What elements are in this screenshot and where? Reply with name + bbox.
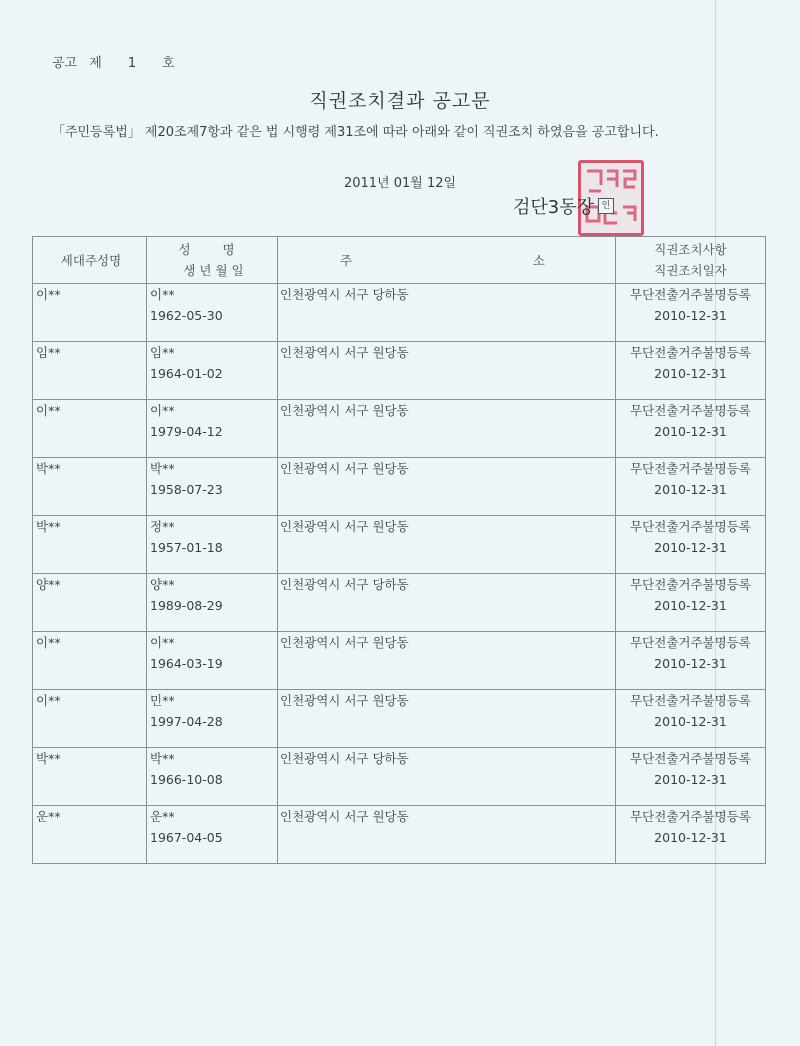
address: 인천광역시 서구 원당동: [280, 635, 409, 650]
name-birth-cell: [147, 284, 278, 342]
address: 인천광역시 서구 원당동: [280, 345, 409, 360]
birth-date: 1957-01-18: [150, 540, 223, 555]
action-cell: [616, 342, 766, 400]
table-row: [33, 516, 766, 574]
table-row: [33, 342, 766, 400]
action-cell: [616, 284, 766, 342]
householder-name: 이**: [36, 403, 61, 418]
name-birth-cell: [147, 632, 278, 690]
action-date: 2010-12-31: [654, 308, 727, 323]
person-name: 이**: [150, 635, 175, 650]
name-birth-cell: [147, 748, 278, 806]
header-birth: 생 년 월 일: [183, 263, 244, 278]
action-type: 무단전출거주불명등록: [630, 403, 751, 418]
table-row: [33, 632, 766, 690]
birth-date: 1962-05-30: [150, 308, 223, 323]
householder-cell: [33, 516, 147, 574]
notice-date: 2011년 01월 12일: [343, 176, 457, 191]
header-name: 성 명: [178, 242, 249, 257]
header-action-type: 직권조치사항: [654, 242, 727, 257]
householder-name: 박**: [36, 461, 61, 476]
issuer-block: [513, 193, 614, 219]
name-birth-cell: [147, 458, 278, 516]
address-cell: [278, 458, 616, 516]
seal-mark: 인: [598, 198, 614, 214]
person-name: 민**: [150, 693, 175, 708]
address-cell: [278, 806, 616, 864]
address: 인천광역시 서구 당하동: [280, 577, 409, 592]
person-name: 양**: [150, 577, 175, 592]
birth-date: 1964-01-02: [150, 366, 223, 381]
header-address-left: 주: [340, 252, 353, 268]
notice-number: [52, 52, 201, 71]
table-row: [33, 458, 766, 516]
header-action-date: 직권조치일자: [654, 263, 727, 278]
header-address-right: 소: [532, 252, 545, 268]
action-cell: [616, 574, 766, 632]
action-type: 무단전출거주불명등록: [630, 751, 751, 766]
action-type: 무단전출거주불명등록: [630, 809, 751, 824]
action-type: 무단전출거주불명등록: [630, 635, 751, 650]
birth-date: 1979-04-12: [150, 424, 223, 439]
householder-cell: [33, 690, 147, 748]
address-cell: [278, 516, 616, 574]
issuer-name: 검단3동장: [512, 197, 594, 218]
notice-number-prefix: 공고 제: [52, 56, 102, 71]
table-row: [33, 748, 766, 806]
action-type: 무단전출거주불명등록: [630, 519, 751, 534]
address-cell: [278, 632, 616, 690]
address: 인천광역시 서구 원당동: [280, 403, 409, 418]
action-cell: [616, 458, 766, 516]
householder-cell: [33, 574, 147, 632]
householder-cell: [33, 284, 147, 342]
action-cell: [616, 632, 766, 690]
person-name: 박**: [150, 461, 175, 476]
address: 인천광역시 서구 당하동: [280, 287, 409, 302]
person-name: 정**: [150, 519, 175, 534]
action-date: 2010-12-31: [654, 540, 727, 555]
address-cell: [278, 400, 616, 458]
householder-name: 박**: [36, 519, 61, 534]
address: 인천광역시 서구 원당동: [280, 461, 409, 476]
header-householder: 세대주성명: [33, 237, 147, 284]
action-cell: [616, 748, 766, 806]
birth-date: 1964-03-19: [150, 656, 223, 671]
header-action: [616, 237, 766, 284]
householder-name: 박**: [36, 751, 61, 766]
action-type: 무단전출거주불명등록: [630, 287, 751, 302]
document-title: 직권조치결과 공고문: [309, 90, 491, 112]
address: 인천광역시 서구 원당동: [280, 809, 409, 824]
action-type: 무단전출거주불명등록: [630, 345, 751, 360]
address-cell: [278, 690, 616, 748]
action-date: 2010-12-31: [654, 830, 727, 845]
address-cell: [278, 748, 616, 806]
householder-cell: [33, 400, 147, 458]
action-date: 2010-12-31: [654, 482, 727, 497]
action-date: 2010-12-31: [654, 772, 727, 787]
notice-body-text: 「주민등록법」 제20조제7항과 같은 법 시행령 제31조에 따라 아래와 같이 직권조치 하였음을 공고합니다.: [52, 125, 659, 140]
householder-cell: [33, 342, 147, 400]
householder-name: 운**: [36, 809, 61, 824]
action-date: 2010-12-31: [654, 598, 727, 613]
birth-date: 1966-10-08: [150, 772, 223, 787]
action-type: 무단전출거주불명등록: [630, 461, 751, 476]
action-type: 무단전출거주불명등록: [630, 577, 751, 592]
name-birth-cell: [147, 806, 278, 864]
householder-cell: [33, 632, 147, 690]
householder-name: 이**: [36, 635, 61, 650]
birth-date: 1997-04-28: [150, 714, 223, 729]
table-row: [33, 284, 766, 342]
householder-name: 이**: [36, 693, 61, 708]
person-name: 임**: [150, 345, 175, 360]
action-type: 무단전출거주불명등록: [630, 693, 751, 708]
table-header-row: [33, 237, 766, 284]
householder-cell: [33, 748, 147, 806]
action-cell: [616, 806, 766, 864]
person-name: 운**: [150, 809, 175, 824]
table-row: [33, 806, 766, 864]
notice-number-suffix: 호: [162, 56, 175, 71]
action-cell: [616, 690, 766, 748]
header-name-birth: [147, 237, 278, 284]
address: 인천광역시 서구 원당동: [280, 519, 409, 534]
table-row: [33, 400, 766, 458]
person-name: 박**: [150, 751, 175, 766]
householder-name: 이**: [36, 287, 61, 302]
name-birth-cell: [147, 342, 278, 400]
action-date: 2010-12-31: [654, 424, 727, 439]
householder-cell: [33, 458, 147, 516]
birth-date: 1958-07-23: [150, 482, 223, 497]
birth-date: 1989-08-29: [150, 598, 223, 613]
address-cell: [278, 284, 616, 342]
person-name: 이**: [150, 403, 175, 418]
householder-cell: [33, 806, 147, 864]
person-name: 이**: [150, 287, 175, 302]
name-birth-cell: [147, 690, 278, 748]
action-cell: [616, 400, 766, 458]
address-cell: [278, 342, 616, 400]
name-birth-cell: [147, 574, 278, 632]
action-results-table: [32, 236, 766, 864]
name-birth-cell: [147, 516, 278, 574]
address-cell: [278, 574, 616, 632]
name-birth-cell: [147, 400, 278, 458]
action-date: 2010-12-31: [654, 656, 727, 671]
header-address: [278, 237, 616, 284]
action-date: 2010-12-31: [654, 366, 727, 381]
address: 인천광역시 서구 당하동: [280, 751, 409, 766]
address: 인천광역시 서구 원당동: [280, 693, 409, 708]
table-row: [33, 690, 766, 748]
birth-date: 1967-04-05: [150, 830, 223, 845]
action-cell: [616, 516, 766, 574]
table-row: [33, 574, 766, 632]
householder-name: 양**: [36, 577, 61, 592]
action-date: 2010-12-31: [654, 714, 727, 729]
householder-name: 임**: [36, 345, 61, 360]
notice-number-value: 1: [127, 56, 137, 71]
